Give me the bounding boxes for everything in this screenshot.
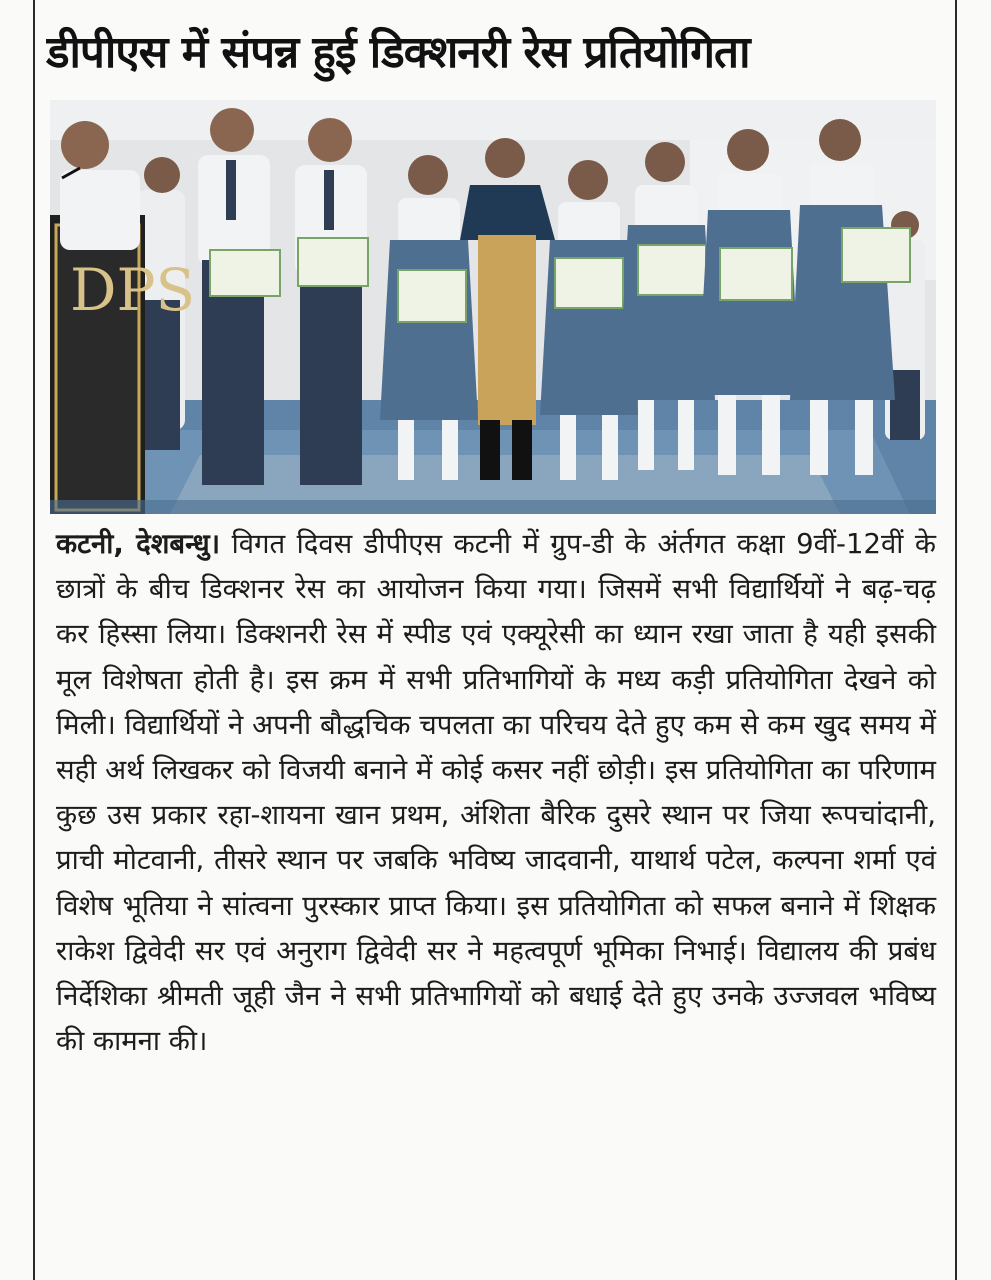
podium-banner-text: DPS xyxy=(70,256,196,324)
news-photo xyxy=(50,100,936,514)
column-rule-left xyxy=(33,0,35,1280)
students-with-certificates-photo xyxy=(50,100,936,514)
column-rule-right xyxy=(955,0,957,1280)
article-body xyxy=(56,522,936,1272)
headline: डीपीएस में संपन्न हुई डिक्शनरी रेस प्रतियोगिता xyxy=(46,27,750,78)
article-text: विगत दिवस डीपीएस कटनी में ग्रुप-डी के अंर्तगत कक्षा 9वीं-12वीं के छात्रों के बीच डिक्शनर रेस का आयोजन किया गया। जिसमें सभी विद्यार्थियों ने बढ़-चढ़ कर हिस्सा लिया। डिक्शनरी रेस में स्पीड एवं एक्यूरेसी का ध्यान रखा जाता है यही इसकी मूल विशेषता होती है। इस क्रम में सभी प्रतिभागियों के मध्य कड़ी प्रतियोगिता देखने को मिली। विद्यार्थियों ने अपनी बौद्धचिक चपलता का परिचय देते हुए कम से कम खुद समय में सही अर्थ लिखकर को विजयी बनाने में कोई कसर नहीं छोड़ी। इस प्रतियोगिता का परिणाम कुछ उस प्रकार रहा-शायना खान प्रथम, अंशिता बैरिक दुसरे स्थान पर जिया रूपचांदानी, प्राची मोटवानी, तीसरे स्थान पर जबकि भविष्य जादवानी, याथार्थ पटेल, कल्पना शर्मा एवं विशेष भूतिया ने सांत्वना पुरस्कार प्राप्त किया। इस प्रतियोगिता को सफल बनाने में शिक्षक राकेश द्विवेदी सर एवं अनुराग द्विवेदी सर ने महत्वपूर्ण भूमिका निभाई। विद्यालय की प्रबंध निर्देशिका श्रीमती जूही जैन ने सभी प्रतिभागियों को बधाई देते हुए उनके उज्जवल भविष्य की कामना की। xyxy=(56,528,936,1058)
dateline: कटनी, देशबन्धु। xyxy=(56,528,221,560)
